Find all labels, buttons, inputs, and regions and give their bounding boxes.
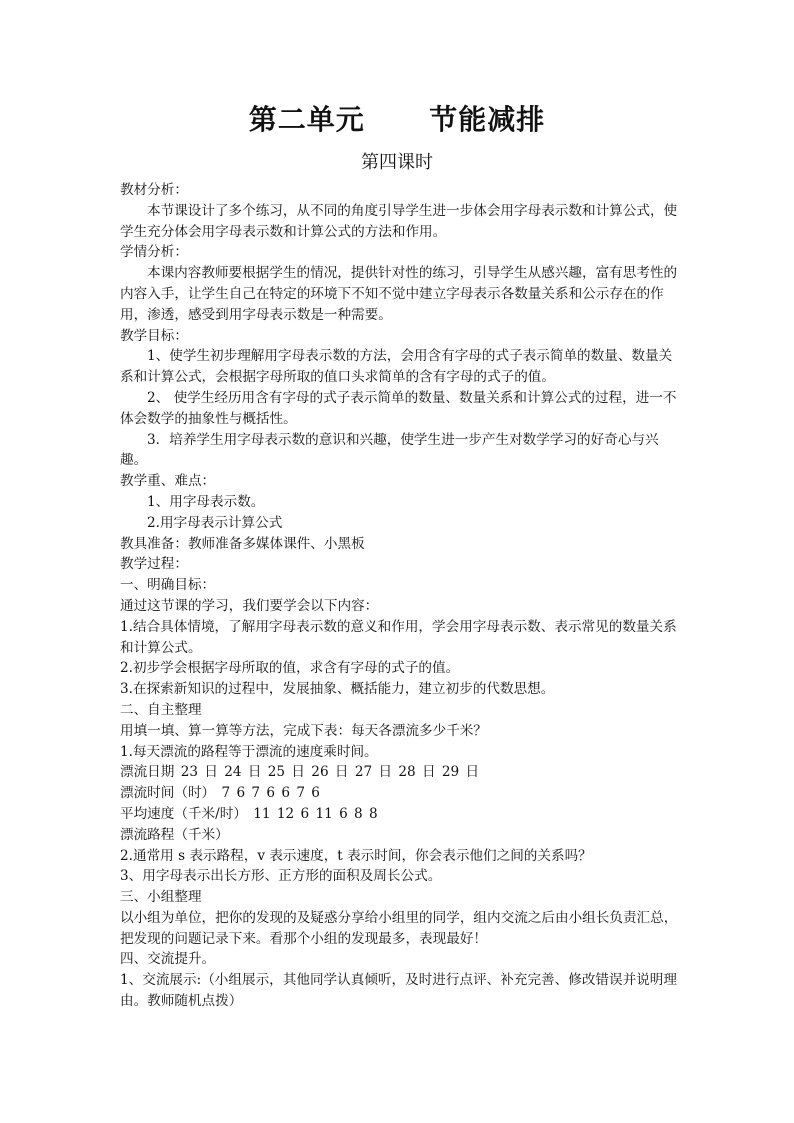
list-item: 2.初步学会根据字母所取的值，求含有字母的式子的值。 <box>120 660 460 677</box>
paragraph: 通过这节课的学习，我们要学会以下内容： <box>120 597 379 614</box>
section-heading: 教学目标： <box>120 327 188 344</box>
table-row: 漂流日期 23 日 24 日 25 日 26 日 27 日 28 日 29 日 <box>120 764 480 781</box>
table-row: 漂流时间（时） 7 6 7 6 6 7 6 <box>120 785 320 802</box>
document-body <box>120 180 680 1012</box>
paragraph: 本课内容教师要根据学生的情况，提供针对性的练习，引导学生从感兴趣，富有思考性的内容入手，让学生自己在特定的环境下不知不觉中建立字母表示各数量关系和公示存在的作用，渗透，感受到用字母表示数是一种需要。 <box>120 265 678 323</box>
page-title: 第二单元 节能减排 <box>248 103 546 136</box>
paragraph: 用填一填、算一算等方法，完成下表：每天各漂流多少千米？ <box>120 722 488 739</box>
section-heading: 教学重、难点： <box>120 473 216 490</box>
section-heading: 教材分析： <box>120 182 188 198</box>
list-item: 2.用字母表示计算公式 <box>147 514 283 531</box>
list-item: 3.在探索新知识的过程中，发展抽象、概括能力，建立初步的代数思想。 <box>120 681 555 698</box>
list-item: 3、用字母表示出长方形、正方形的面积及周长公式。 <box>120 868 442 885</box>
section-heading: 教学过程： <box>120 556 188 573</box>
paragraph: 1、交流展示:（小组展示，其他同学认真倾听，及时进行点评、补充完善、修改错误并说明理由。教师随机点拨） <box>120 972 677 1010</box>
paragraph: 2、 使学生经历用含有字母的式子表示简单的数量、数量关系和计算公式的过程，进一不体会数学的抽象性与概括性。 <box>120 389 677 427</box>
section-heading: 一、明确目标： <box>120 577 216 594</box>
paragraph: 以小组为单位，把你的发现的及疑惑分享给小组里的同学，组内交流之后由小组长负责汇总，把发现的问题记录下来。看那个小组的发现最多，表现最好！ <box>120 909 678 947</box>
section-heading: 二、自主整理 <box>120 701 202 718</box>
section-heading: 三、小组整理 <box>120 889 202 906</box>
page-subtitle: 第四课时 <box>361 152 433 173</box>
table-row: 平均速度（千米/时） 11 12 6 11 6 8 8 <box>120 805 378 822</box>
list-item: 1、用字母表示数。 <box>147 493 265 510</box>
section-heading: 学情分析： <box>120 244 188 261</box>
list-item: 2.通常用 s 表示路程，v 表示速度，t 表示时间，你会表示他们之间的关系吗？ <box>120 847 592 864</box>
paragraph: 3．培养学生用字母表示数的意识和兴趣，使学生进一步产生对数学学习的好奇心与兴趣。 <box>120 431 659 469</box>
table-row: 漂流路程（千米） <box>120 826 229 843</box>
list-item: 1.结合具体情境，了解用字母表示数的意义和作用，学会用字母表示数、表示常见的数量关系和计算公式。 <box>120 618 677 656</box>
paragraph: 本节课设计了多个练习，从不同的角度引导学生进一步体会用字母表示数和计算公式，使学生充分体会用字母表示数和计算公式的方法和作用。 <box>120 202 678 240</box>
section-heading: 四、交流提升。 <box>120 951 216 968</box>
paragraph: 教具准备：教师准备多媒体课件、小黑板 <box>120 535 365 552</box>
list-item: 1.每天漂流的路程等于漂流的速度乘时间。 <box>120 743 378 760</box>
paragraph: 1、使学生初步理解用字母表示数的方法，会用含有字母的式子表示简单的数量、数量关系和计算公式，会根据字母所取的值口头求简单的含有字母的式子的值。 <box>120 348 673 386</box>
